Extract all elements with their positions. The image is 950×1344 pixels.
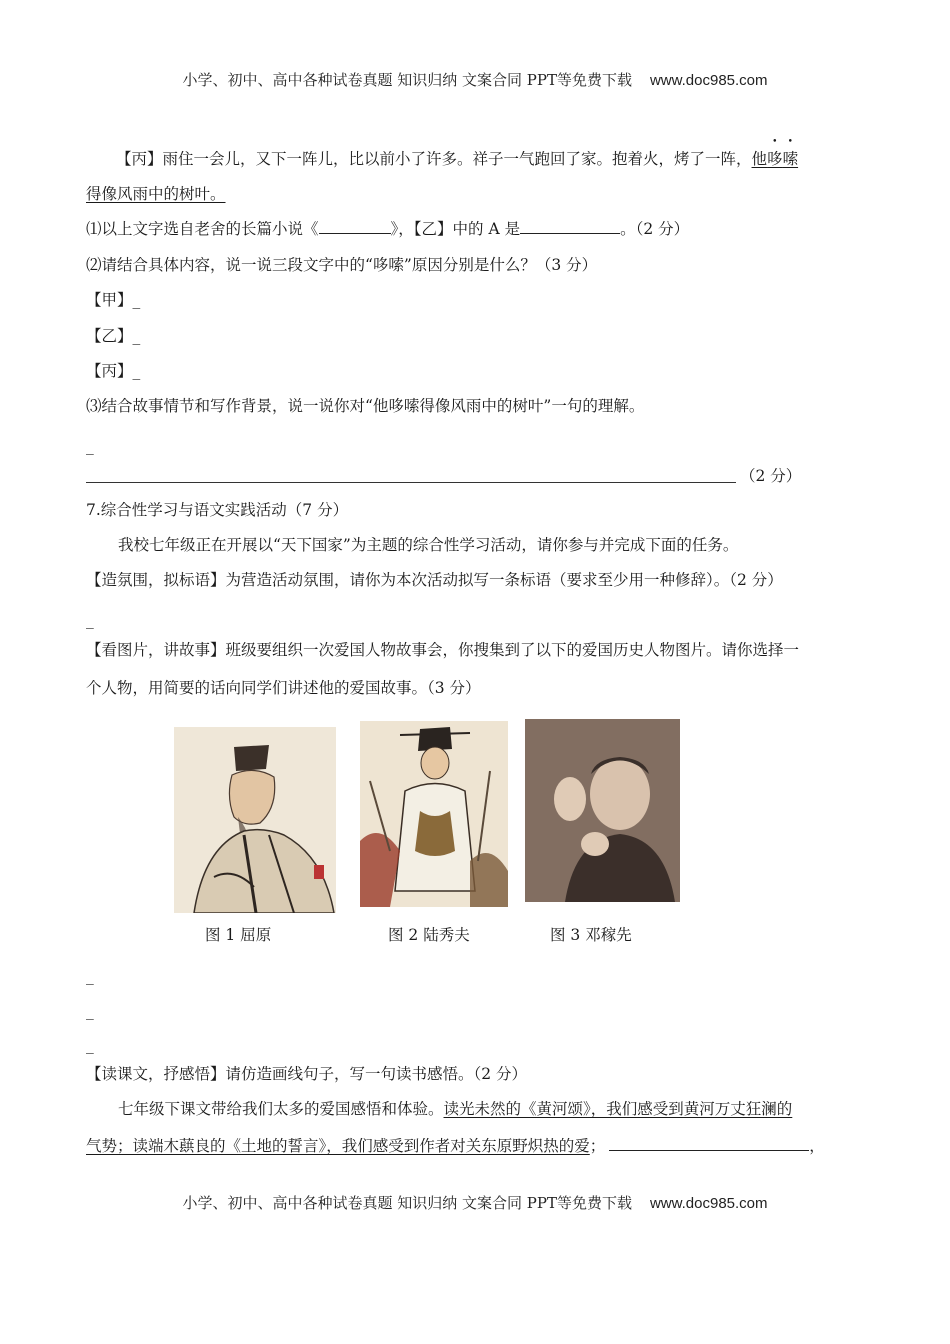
deng-jiaxian-photo (525, 719, 680, 902)
figure-deng-jiaxian (525, 719, 680, 902)
dotted-char-2: 嗦 (782, 150, 799, 168)
footer-text: 小学、初中、高中各种试卷真题 知识归纳 文案合同 PPT等免费下载 (182, 1194, 632, 1212)
task-story-line2: 个人物，用简要的话向同学们讲述他的爱国故事。（3 分） (86, 679, 481, 697)
bing-paragraph-line2 (86, 184, 226, 204)
header-site: www.doc985.com (649, 72, 768, 89)
reflection-underline-1: 读光未然的《黄河颂》，我们感受到黄河万丈狂澜的 (443, 1100, 793, 1118)
q1-post: 。（2 分） (620, 220, 690, 238)
answer-jia[interactable]: 【甲】_ (86, 291, 141, 309)
q3-score: （2 分） (740, 467, 802, 485)
answer-bing[interactable]: 【丙】_ (86, 362, 141, 380)
page-header (0, 69, 950, 90)
figure-lu-xiufu (360, 721, 508, 907)
reflection-comma: ， (809, 1137, 825, 1155)
reflection-underline-2: 气势；读端木蕻良的《土地的誓言》，我们感受到作者对关东原野炽热的爱 (86, 1137, 590, 1155)
q1-mid: 》，【乙】中的 A 是 (390, 220, 521, 238)
bing-mark: 【丙】 (116, 150, 163, 168)
bing-text: 雨住一会儿，又下一阵儿，比以前小了许多。祥子一气跑回了家。抱着火，烤了一阵， (162, 150, 752, 168)
q1-blank-novel[interactable] (319, 219, 391, 234)
reflection-semicolon: ； (589, 1137, 606, 1155)
bing-underlined-end: 得像风雨中的树叶。 (86, 185, 226, 203)
section-7-title: 7.综合性学习与语文实践活动（7 分） (86, 501, 349, 519)
caption-figure-3: 图 3 邓稼先 (550, 926, 632, 944)
dotted-char-1: 哆 (767, 150, 783, 168)
question-3: ⑶结合故事情节和写作背景，说一说你对“他哆嗦得像风雨中的树叶”一句的理解。 (86, 397, 645, 415)
task-story-line1: 【看图片，讲故事】班级要组织一次爱国人物故事会，你搜集到了以下的爱国历史人物图片。请你选择一 (86, 641, 800, 659)
answer-yi[interactable]: 【乙】_ (86, 327, 141, 345)
section-7-intro: 我校七年级正在开展以“天下国家”为主题的综合性学习活动，请你参与并完成下面的任务。 (118, 536, 739, 554)
question-2: ⑵请结合具体内容，说一说三段文字中的“哆嗦”原因分别是什么？（3 分） (86, 256, 598, 274)
reflection-line2 (86, 1136, 825, 1156)
story-dash-2[interactable]: _ (86, 1002, 94, 1020)
caption-figure-1: 图 1 屈原 (205, 926, 272, 944)
header-text: 小学、初中、高中各种试卷真题 知识归纳 文案合同 PPT等免费下载 (182, 71, 632, 89)
question-1 (86, 219, 689, 239)
lu-xiufu-painting (360, 721, 508, 907)
q1-pre: ⑴以上文字选自老舍的长篇小说《 (86, 220, 319, 238)
slogan-dash[interactable]: _ (86, 611, 94, 629)
q3-dash: _ (86, 437, 94, 455)
story-dash-1[interactable]: _ (86, 967, 94, 985)
story-dash-3[interactable]: _ (86, 1036, 94, 1054)
footer-site: www.doc985.com (649, 1195, 768, 1212)
reflection-intro: 七年级下课文带给我们太多的爱国感悟和体验。 (118, 1100, 444, 1118)
bing-underlined-start (752, 150, 799, 168)
qu-yuan-portrait (174, 727, 336, 913)
bing-u1: 他 (751, 150, 768, 168)
reflection-answer-blank[interactable] (609, 1136, 809, 1151)
q3-answer-line[interactable] (86, 482, 736, 483)
reflection-line1 (118, 1099, 792, 1119)
task-reflection: 【读课文，抒感悟】请仿造画线句子，写一句读书感悟。（2 分） (86, 1065, 528, 1083)
task-slogan: 【造氛围，拟标语】为营造活动氛围，请你为本次活动拟写一条标语（要求至少用一种修辞）。（2 分） (86, 571, 783, 589)
page-footer (0, 1192, 950, 1213)
caption-figure-2: 图 2 陆秀夫 (388, 926, 470, 944)
q1-blank-a[interactable] (520, 219, 620, 234)
figure-qu-yuan (174, 727, 336, 913)
bing-paragraph-line1 (116, 149, 798, 169)
